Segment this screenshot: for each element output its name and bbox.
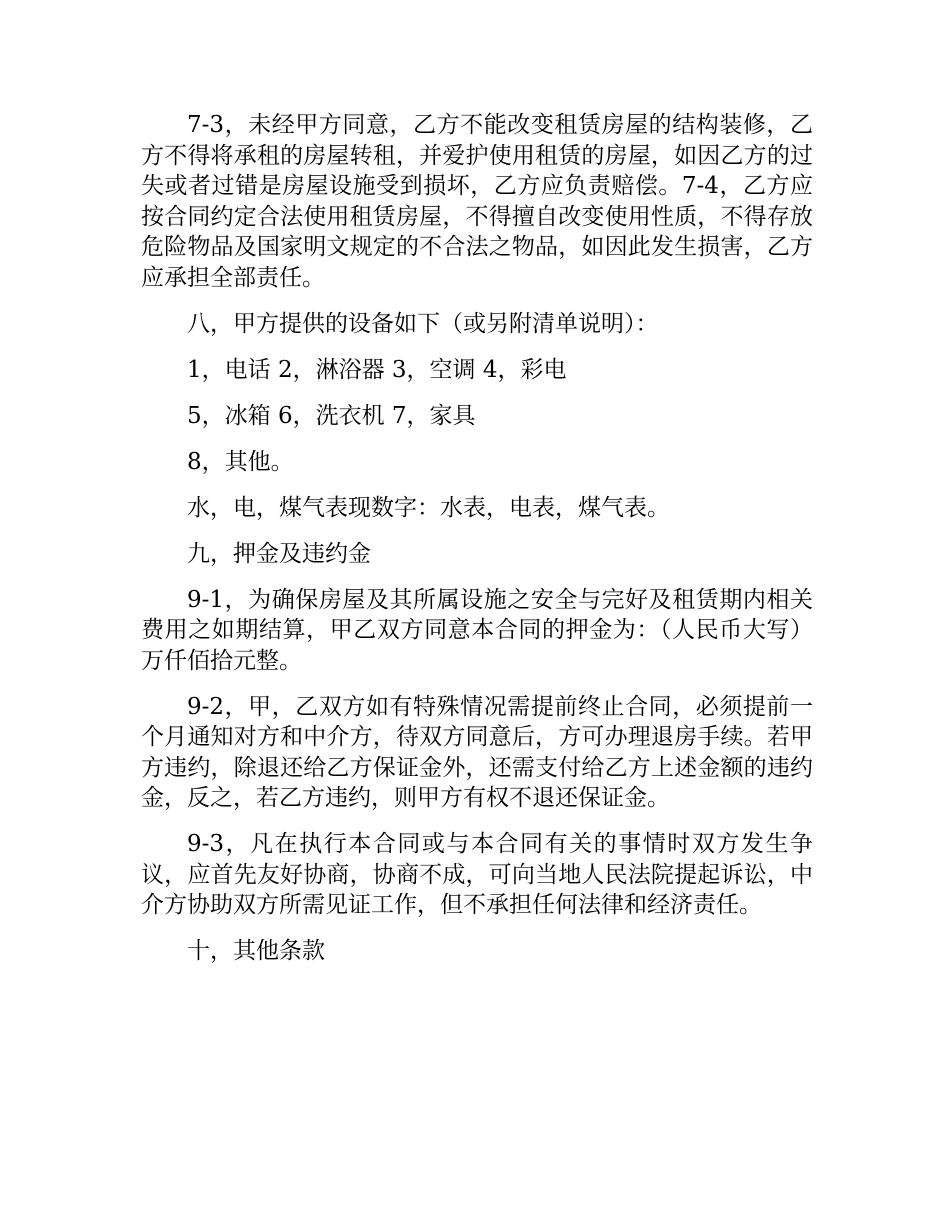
section-8-heading: 八，甲方提供的设备如下（或另附清单说明）： xyxy=(187,310,659,337)
equipment-list-line-3: 8，其他。 xyxy=(187,448,294,475)
clause-9-2-paragraph: 9-2，甲，乙双方如有特殊情况需提前终止合同，必须提前一个月通知对方和中介方，待双方同意后，方可办理退房手续。若甲方违约，除退还给乙方保证金外，还需支付给乙方上述金额的违约金，反之，若乙方违约，则甲方有权不退还保证金。 xyxy=(141,693,813,811)
meter-readings-line: 水，电，煤气表现数字：水表，电表，煤气表。 xyxy=(187,494,670,521)
section-10-heading: 十，其他条款 xyxy=(187,938,325,964)
clause-9-1-paragraph: 9-1，为确保房屋及其所属设施之安全与完好及租赁期内相关费用之如期结算，甲乙双方同意本合同的押金为：（人民币大写）万仟佰拾元整。 xyxy=(141,586,813,674)
document-page xyxy=(141,110,813,982)
clause-9-3-paragraph: 9-3，凡在执行本合同或与本合同有关的事情时双方发生争议，应首先友好协商，协商不成，可向当地人民法院提起诉讼，中介方协助双方所需见证工作，但不承担任何法律和经济责任。 xyxy=(141,831,813,918)
section-9-heading: 九，押金及违约金 xyxy=(187,540,371,567)
equipment-list-line-1: 1，电话 2，淋浴器 3，空调 4，彩电 xyxy=(187,356,567,383)
clause-7-3-7-4-paragraph: 7-3，未经甲方同意，乙方不能改变租赁房屋的结构装修，乙方不得将承租的房屋转租，并爱护使用租赁的房屋，如因乙方的过失或者过错是房屋设施受到损坏，乙方应负责赔偿。7-4，乙方应按合同约定合法使用租赁房屋，不得擅自改变使用性质，不得存放危险物品及国家明文规定的不合法之物品，如因此发生损害，乙方应承担全部责任。 xyxy=(141,112,813,291)
equipment-list-line-2: 5，冰箱 6，洗衣机 7，家具 xyxy=(187,402,476,429)
